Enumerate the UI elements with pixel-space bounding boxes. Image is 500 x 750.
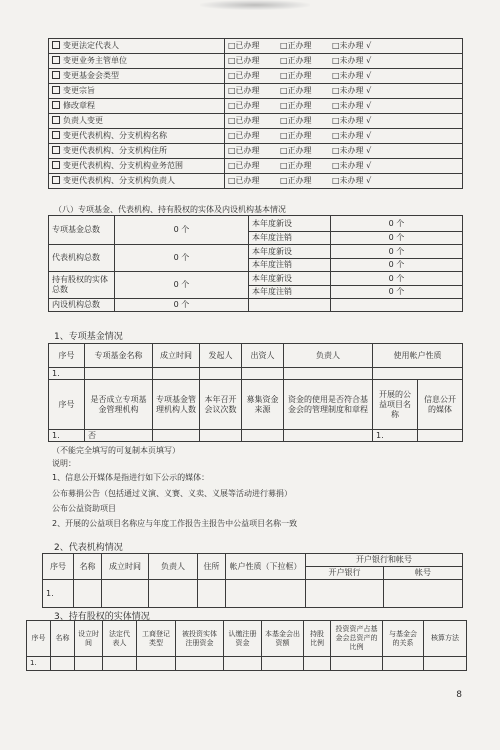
change-item-label: 变更宗旨 bbox=[63, 86, 95, 95]
new-value: 0 个 bbox=[331, 216, 463, 232]
change-item-label: 变更代表机构、分支机构负责人 bbox=[63, 176, 175, 185]
checkbox-icon[interactable] bbox=[52, 86, 60, 94]
special-fund-table bbox=[48, 343, 463, 442]
status-option-opt2[interactable]: □正办理 bbox=[280, 146, 312, 155]
status-option-opt2[interactable]: □正办理 bbox=[280, 101, 312, 110]
q-compliance: 资金的使用是否符合基金会的管理制度和章程 bbox=[284, 380, 373, 430]
rep-org-table bbox=[42, 553, 463, 608]
note-copy: （不能完全填写的可复制本页填写） bbox=[52, 446, 180, 455]
special-fund-total-value: 0 个 bbox=[115, 216, 249, 245]
change-item-row bbox=[49, 54, 463, 69]
status-option-opt2[interactable]: □正办理 bbox=[280, 86, 312, 95]
status-option-opt3[interactable]: □未办理 √ bbox=[332, 131, 372, 140]
status-option-opt3[interactable]: □未办理 √ bbox=[332, 146, 372, 155]
checkbox-icon[interactable] bbox=[52, 131, 60, 139]
status-option-opt3[interactable]: □未办理 √ bbox=[332, 116, 372, 125]
change-item-label: 变更代表机构、分支机构住所 bbox=[63, 146, 167, 155]
status-option-opt3[interactable]: □未办理 √ bbox=[332, 161, 372, 170]
change-item-row bbox=[49, 129, 463, 144]
status-option-opt1[interactable]: □已办理 bbox=[228, 41, 260, 50]
q-mgmt-count: 专项基金管理机构人数 bbox=[153, 380, 200, 430]
change-item-label: 负责人变更 bbox=[63, 116, 103, 125]
status-option-opt3[interactable]: □未办理 √ bbox=[332, 101, 372, 110]
rep-total-label: 代表机构总数 bbox=[49, 245, 115, 272]
answer-no: 否 bbox=[85, 430, 153, 442]
checkbox-icon[interactable] bbox=[52, 41, 60, 49]
checkbox-icon[interactable] bbox=[52, 101, 60, 109]
status-option-opt3[interactable]: □未办理 √ bbox=[332, 56, 372, 65]
new-value: 0 个 bbox=[331, 272, 463, 286]
note-line-3: 公布公益资助项目 bbox=[52, 504, 116, 513]
status-option-opt2[interactable]: □正办理 bbox=[280, 116, 312, 125]
change-item-label: 变更业务主管单位 bbox=[63, 56, 127, 65]
col-reg-type: 工商登记类型 bbox=[137, 621, 176, 657]
cancel-label: 本年度注销 bbox=[249, 232, 331, 245]
col-account-type: 使用帐户性质 bbox=[373, 344, 463, 368]
status-option-opt3[interactable]: □未办理 √ bbox=[332, 41, 372, 50]
note-line-2: 公布募捐公告（包括通过义演、义赛、义卖、义展等活动进行募捐） bbox=[52, 489, 292, 498]
change-item-label: 修改章程 bbox=[63, 101, 95, 110]
status-option-opt2[interactable]: □正办理 bbox=[280, 176, 312, 185]
status-option-opt1[interactable]: □已办理 bbox=[228, 56, 260, 65]
status-option-opt1[interactable]: □已办理 bbox=[228, 116, 260, 125]
status-option-opt1[interactable]: □已办理 bbox=[228, 161, 260, 170]
cancel-value: 0 个 bbox=[331, 232, 463, 245]
col-fund-name: 专项基金名称 bbox=[85, 344, 153, 368]
status-option-opt1[interactable]: □已办理 bbox=[228, 101, 260, 110]
section3-heading: 3、持有股权的实体情况 bbox=[54, 612, 150, 622]
checkbox-icon[interactable] bbox=[52, 71, 60, 79]
cancel-label: 本年度注销 bbox=[249, 286, 331, 299]
new-label: 本年度新设 bbox=[249, 216, 331, 232]
new-label: 本年度新设 bbox=[249, 245, 331, 259]
new-label: 本年度新设 bbox=[249, 272, 331, 286]
section8-table bbox=[48, 215, 463, 312]
answer-seq-2: 1. bbox=[373, 430, 418, 442]
change-item-label: 变更基金会类型 bbox=[63, 71, 119, 80]
change-item-label: 变更法定代表人 bbox=[63, 41, 119, 50]
change-item-row bbox=[49, 99, 463, 114]
status-option-opt2[interactable]: □正办理 bbox=[280, 161, 312, 170]
equity-total-value: 0 个 bbox=[115, 272, 249, 299]
col-paid-capital: 认缴注册资金 bbox=[224, 621, 262, 657]
status-option-opt2[interactable]: □正办理 bbox=[280, 71, 312, 80]
col-account-type: 帐户性质（下拉框） bbox=[226, 554, 306, 580]
change-item-row bbox=[49, 84, 463, 99]
row-seq: 1. bbox=[43, 580, 74, 608]
q-seq: 序号 bbox=[49, 380, 85, 430]
checkbox-icon[interactable] bbox=[52, 161, 60, 169]
row-seq: 1. bbox=[27, 657, 51, 671]
cancel-label: 本年度注销 bbox=[249, 259, 331, 272]
change-item-label: 变更代表机构、分支机构名称 bbox=[63, 131, 167, 140]
col-funder: 出资人 bbox=[242, 344, 284, 368]
col-date: 成立时间 bbox=[102, 554, 149, 580]
checkbox-icon[interactable] bbox=[52, 56, 60, 64]
status-option-opt1[interactable]: □已办理 bbox=[228, 176, 260, 185]
col-seq: 序号 bbox=[49, 344, 85, 368]
col-contribution: 本基金会出资额 bbox=[262, 621, 304, 657]
equity-total-label: 持有股权的实体总数 bbox=[49, 272, 115, 299]
checkbox-icon[interactable] bbox=[52, 176, 60, 184]
internal-total-value: 0 个 bbox=[115, 299, 249, 312]
row-seq: 1. bbox=[49, 368, 85, 380]
col-address: 住所 bbox=[198, 554, 226, 580]
change-item-row bbox=[49, 69, 463, 84]
col-leader: 负责人 bbox=[149, 554, 198, 580]
change-item-row bbox=[49, 39, 463, 54]
checkbox-icon[interactable] bbox=[52, 146, 60, 154]
status-option-opt3[interactable]: □未办理 √ bbox=[332, 86, 372, 95]
cancel-value: 0 个 bbox=[331, 259, 463, 272]
status-option-opt1[interactable]: □已办理 bbox=[228, 131, 260, 140]
col-seq: 序号 bbox=[27, 621, 51, 657]
section1-heading: 1、专项基金情况 bbox=[54, 332, 123, 342]
col-legal-rep: 法定代表人 bbox=[103, 621, 137, 657]
rep-total-value: 0 个 bbox=[115, 245, 249, 272]
section2-heading: 2、代表机构情况 bbox=[54, 543, 123, 553]
status-option-opt2[interactable]: □正办理 bbox=[280, 41, 312, 50]
col-name: 名称 bbox=[74, 554, 102, 580]
col-name: 名称 bbox=[51, 621, 75, 657]
col-date: 设立时间 bbox=[75, 621, 103, 657]
col-account-no: 帐号 bbox=[384, 567, 463, 580]
change-item-row bbox=[49, 114, 463, 129]
col-initiator: 发起人 bbox=[200, 344, 242, 368]
status-option-opt1[interactable]: □已办理 bbox=[228, 86, 260, 95]
col-method: 核算方法 bbox=[424, 621, 467, 657]
q-meetings: 本年召开会议次数 bbox=[200, 380, 242, 430]
change-item-label: 变更代表机构、分支机构业务范围 bbox=[63, 161, 183, 170]
col-asset-ratio: 投资资产占基金会总资产的比例 bbox=[331, 621, 383, 657]
note-line-1: 1、信息公开媒体是指进行如下公示的媒体： bbox=[52, 473, 210, 482]
status-option-opt3[interactable]: □未办理 √ bbox=[332, 176, 372, 185]
scan-smudge bbox=[200, 0, 310, 10]
status-option-opt2[interactable]: □正办理 bbox=[280, 131, 312, 140]
col-share-ratio: 持股比例 bbox=[304, 621, 331, 657]
section8-title: （八）专项基金、代表机构、持有股权的实体及内设机构基本情况 bbox=[54, 205, 286, 214]
q-media: 信息公开的媒体 bbox=[418, 380, 463, 430]
q-mgmt-org: 是否成立专项基金管理机构 bbox=[85, 380, 153, 430]
note-title: 说明： bbox=[52, 459, 76, 468]
col-date: 成立时间 bbox=[153, 344, 200, 368]
col-seq: 序号 bbox=[43, 554, 74, 580]
status-option-opt3[interactable]: □未办理 √ bbox=[332, 71, 372, 80]
special-fund-total-label: 专项基金总数 bbox=[49, 216, 115, 245]
equity-table bbox=[26, 620, 467, 671]
col-reg-capital: 被投资实体注册资金 bbox=[176, 621, 224, 657]
cancel-value: 0 个 bbox=[331, 286, 463, 299]
change-item-row bbox=[49, 144, 463, 159]
col-leader: 负责人 bbox=[284, 344, 373, 368]
answer-seq: 1. bbox=[49, 430, 85, 442]
checkbox-icon[interactable] bbox=[52, 116, 60, 124]
new-value: 0 个 bbox=[331, 245, 463, 259]
change-items-table bbox=[48, 38, 463, 189]
change-item-row bbox=[49, 159, 463, 174]
col-bank-account: 开户银行和帐号 bbox=[306, 554, 463, 567]
page-number: 8 bbox=[456, 690, 462, 700]
status-option-opt1[interactable]: □已办理 bbox=[228, 146, 260, 155]
q-source: 募集资金来源 bbox=[242, 380, 284, 430]
q-projects: 开展的公益项目名称 bbox=[373, 380, 418, 430]
note-line-4: 2、开展的公益项目名称应与年度工作报告主报告中公益项目名称一致 bbox=[52, 519, 298, 528]
internal-total-label: 内设机构总数 bbox=[49, 299, 115, 312]
status-option-opt2[interactable]: □正办理 bbox=[280, 56, 312, 65]
col-relation: 与基金会的关系 bbox=[383, 621, 424, 657]
change-item-row bbox=[49, 174, 463, 189]
status-option-opt1[interactable]: □已办理 bbox=[228, 71, 260, 80]
col-bank: 开户银行 bbox=[306, 567, 384, 580]
